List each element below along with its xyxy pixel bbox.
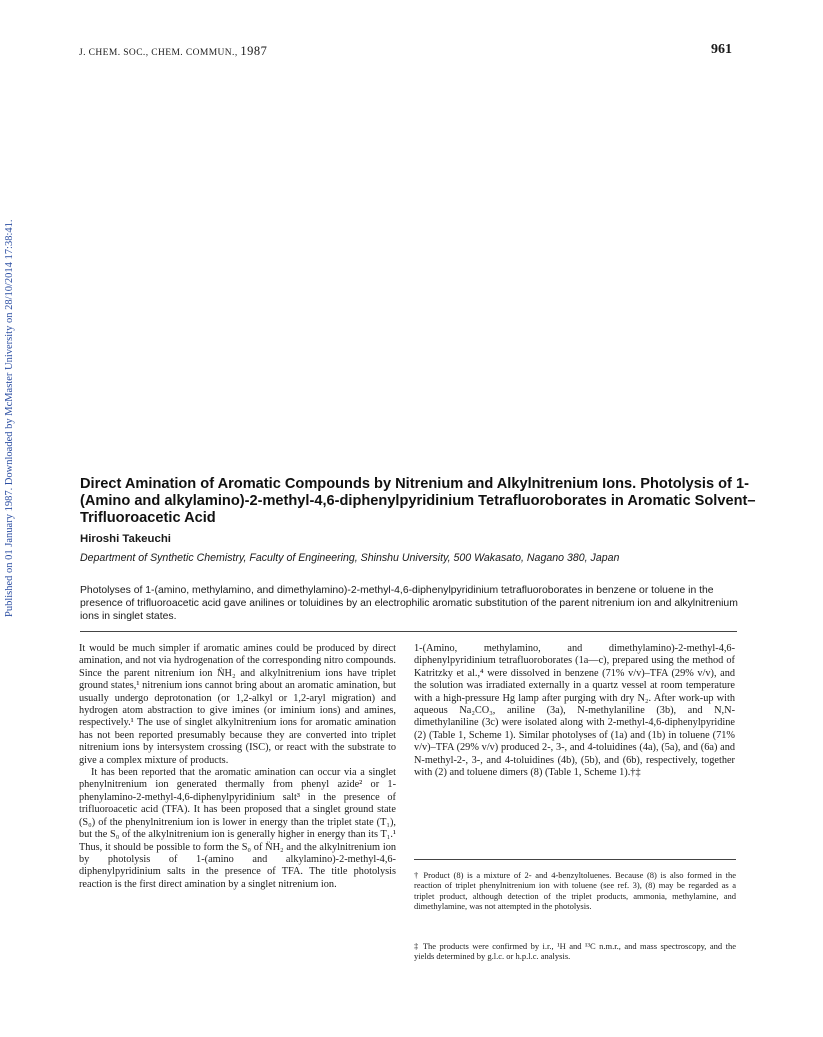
footnote-double-dagger: [414, 941, 736, 962]
abstract-divider: [80, 631, 737, 632]
footnote-text: † Product (8) is a mixture of 2- and 4-benzyltoluenes. Because (8) is also formed in the reaction of triplet phenylnitrenium ion with toluene (see ref. 3), (8) may be regarded as a triplet product, although detection of the triplet products, ammonia, methylamine, and dimethylamine, was not attempted in the photolysis.: [414, 870, 736, 912]
paragraph: It has been reported that the aromatic amination can occur via a singlet phenylnitrenium ion generated thermally from phenyl azide² or 1-phenylamino-2-methyl-4,6-diphenylpyridinium salt³ in the presence of trifluoroacetic acid (TFA). It has been proposed that a singlet ground state (S₀) of the phenylnitrenium ion is lower in energy than the triplet state (T₁), but the S₀ of the alkylnitrenium ion is generally higher in energy than its T₁.¹ Thus, it should be possible to form the S₀ of N̈H₂ and the alkylnitrenium ion by photolysis of 1-(amino and alkylamino)-2-methyl-4,6-diphenylpyridinium salts in the presence of TFA. The title photolysis reaction is the first direct amination by a singlet nitrenium ion.: [79, 767, 396, 890]
running-header: [79, 44, 267, 59]
footnote-text: ‡ The products were confirmed by i.r., ¹H and ¹³C n.m.r., and mass spectroscopy, and the yields determined by g.l.c. or h.p.l.c. analysis.: [414, 941, 736, 962]
footnote-divider: [414, 859, 736, 860]
author: Hiroshi Takeuchi: [80, 533, 171, 545]
paragraph: 1-(Amino, methylamino, and dimethylamino)-2-methyl-4,6-diphenylpyridinium tetrafluoroborates (1a—c), prepared using the method of Katritzky et al.,⁴ were dissolved in benzene (71% v/v)–TFA (29% v/v), and the solution was irradiated externally in a quartz vessel at room temperature with a high-pressure Hg lamp after purging with dry N₂. After work-up with aqueous Na₂CO₃, aniline (3a), N-methylaniline (3b), and N,N-dimethylaniline (3c) were isolated along with 2-methyl-4,6-diphenylpyridine (2) (Table 1, Scheme 1). Similar photolyses of (1a) and (1b) in toluene (71% v/v)–TFA (29% v/v) produced 2-, 3-, and 4-toluidines (4a), (5a), and (6a) and N-methyl-2-, 3-, and 4-toluidines (4b), (5b), and (6b), respectively, together with (2) and toluene dimers (8) (Table 1, Scheme 1).†‡: [414, 643, 735, 779]
journal-name: J. CHEM. SOC., CHEM. COMMUN.,: [79, 48, 241, 58]
affiliation: Department of Synthetic Chemistry, Faculty of Engineering, Shinshu University, 500 Wakasato, Nagano 380, Japan: [80, 552, 620, 564]
body-column-right: [414, 643, 735, 779]
abstract: Photolyses of 1-(amino, methylamino, and dimethylamino)-2-methyl-4,6-diphenylpyridinium tetrafluoroborates in benzene or toluene in the presence of trifluoroacetic acid gave anilines or toluidines by an electrophilic aromatic substitution of the parent nitrenium ion and alkylnitrenium ions in singlet states.: [80, 585, 738, 622]
footnote-dagger: [414, 870, 736, 912]
journal-year: 1987: [240, 44, 268, 58]
download-watermark: Published on 01 January 1987. Downloaded by McMaster University on 28/10/2014 17:38:41.: [4, 219, 15, 617]
article-title: Direct Amination of Aromatic Compounds by Nitrenium and Alkylnitrenium Ions. Photolysis of 1-(Amino and alkylamino)-2-methyl-4,6-diphenylpyridinium Tetrafluoroborates in Aromatic Solvent–Trifluoroacetic Acid: [80, 476, 756, 526]
page-number: 961: [711, 42, 732, 57]
paragraph: It would be much simpler if aromatic amines could be produced by direct amination, and not via hydrogenation of the corresponding nitro compounds. Since the parent nitrenium ion N̈H₂ and alkylnitrenium ions have triplet ground states,¹ nitrenium ions cannot bring about an aromatic amination, but usually undergo deprotonation (or 1,2-alkyl or 1,2-aryl migration) and hydrogen atom abstraction to give imines (or iminium ions) and amines, respectively.¹ The use of singlet alkylnitrenium ions for aromatic amination has not been reported presumably because they are converted into triplet nitrenium ions by intersystem crossing (ISC), or react with the substrate to give a complex mixture of products.: [79, 643, 396, 766]
body-column-left: [79, 643, 396, 891]
